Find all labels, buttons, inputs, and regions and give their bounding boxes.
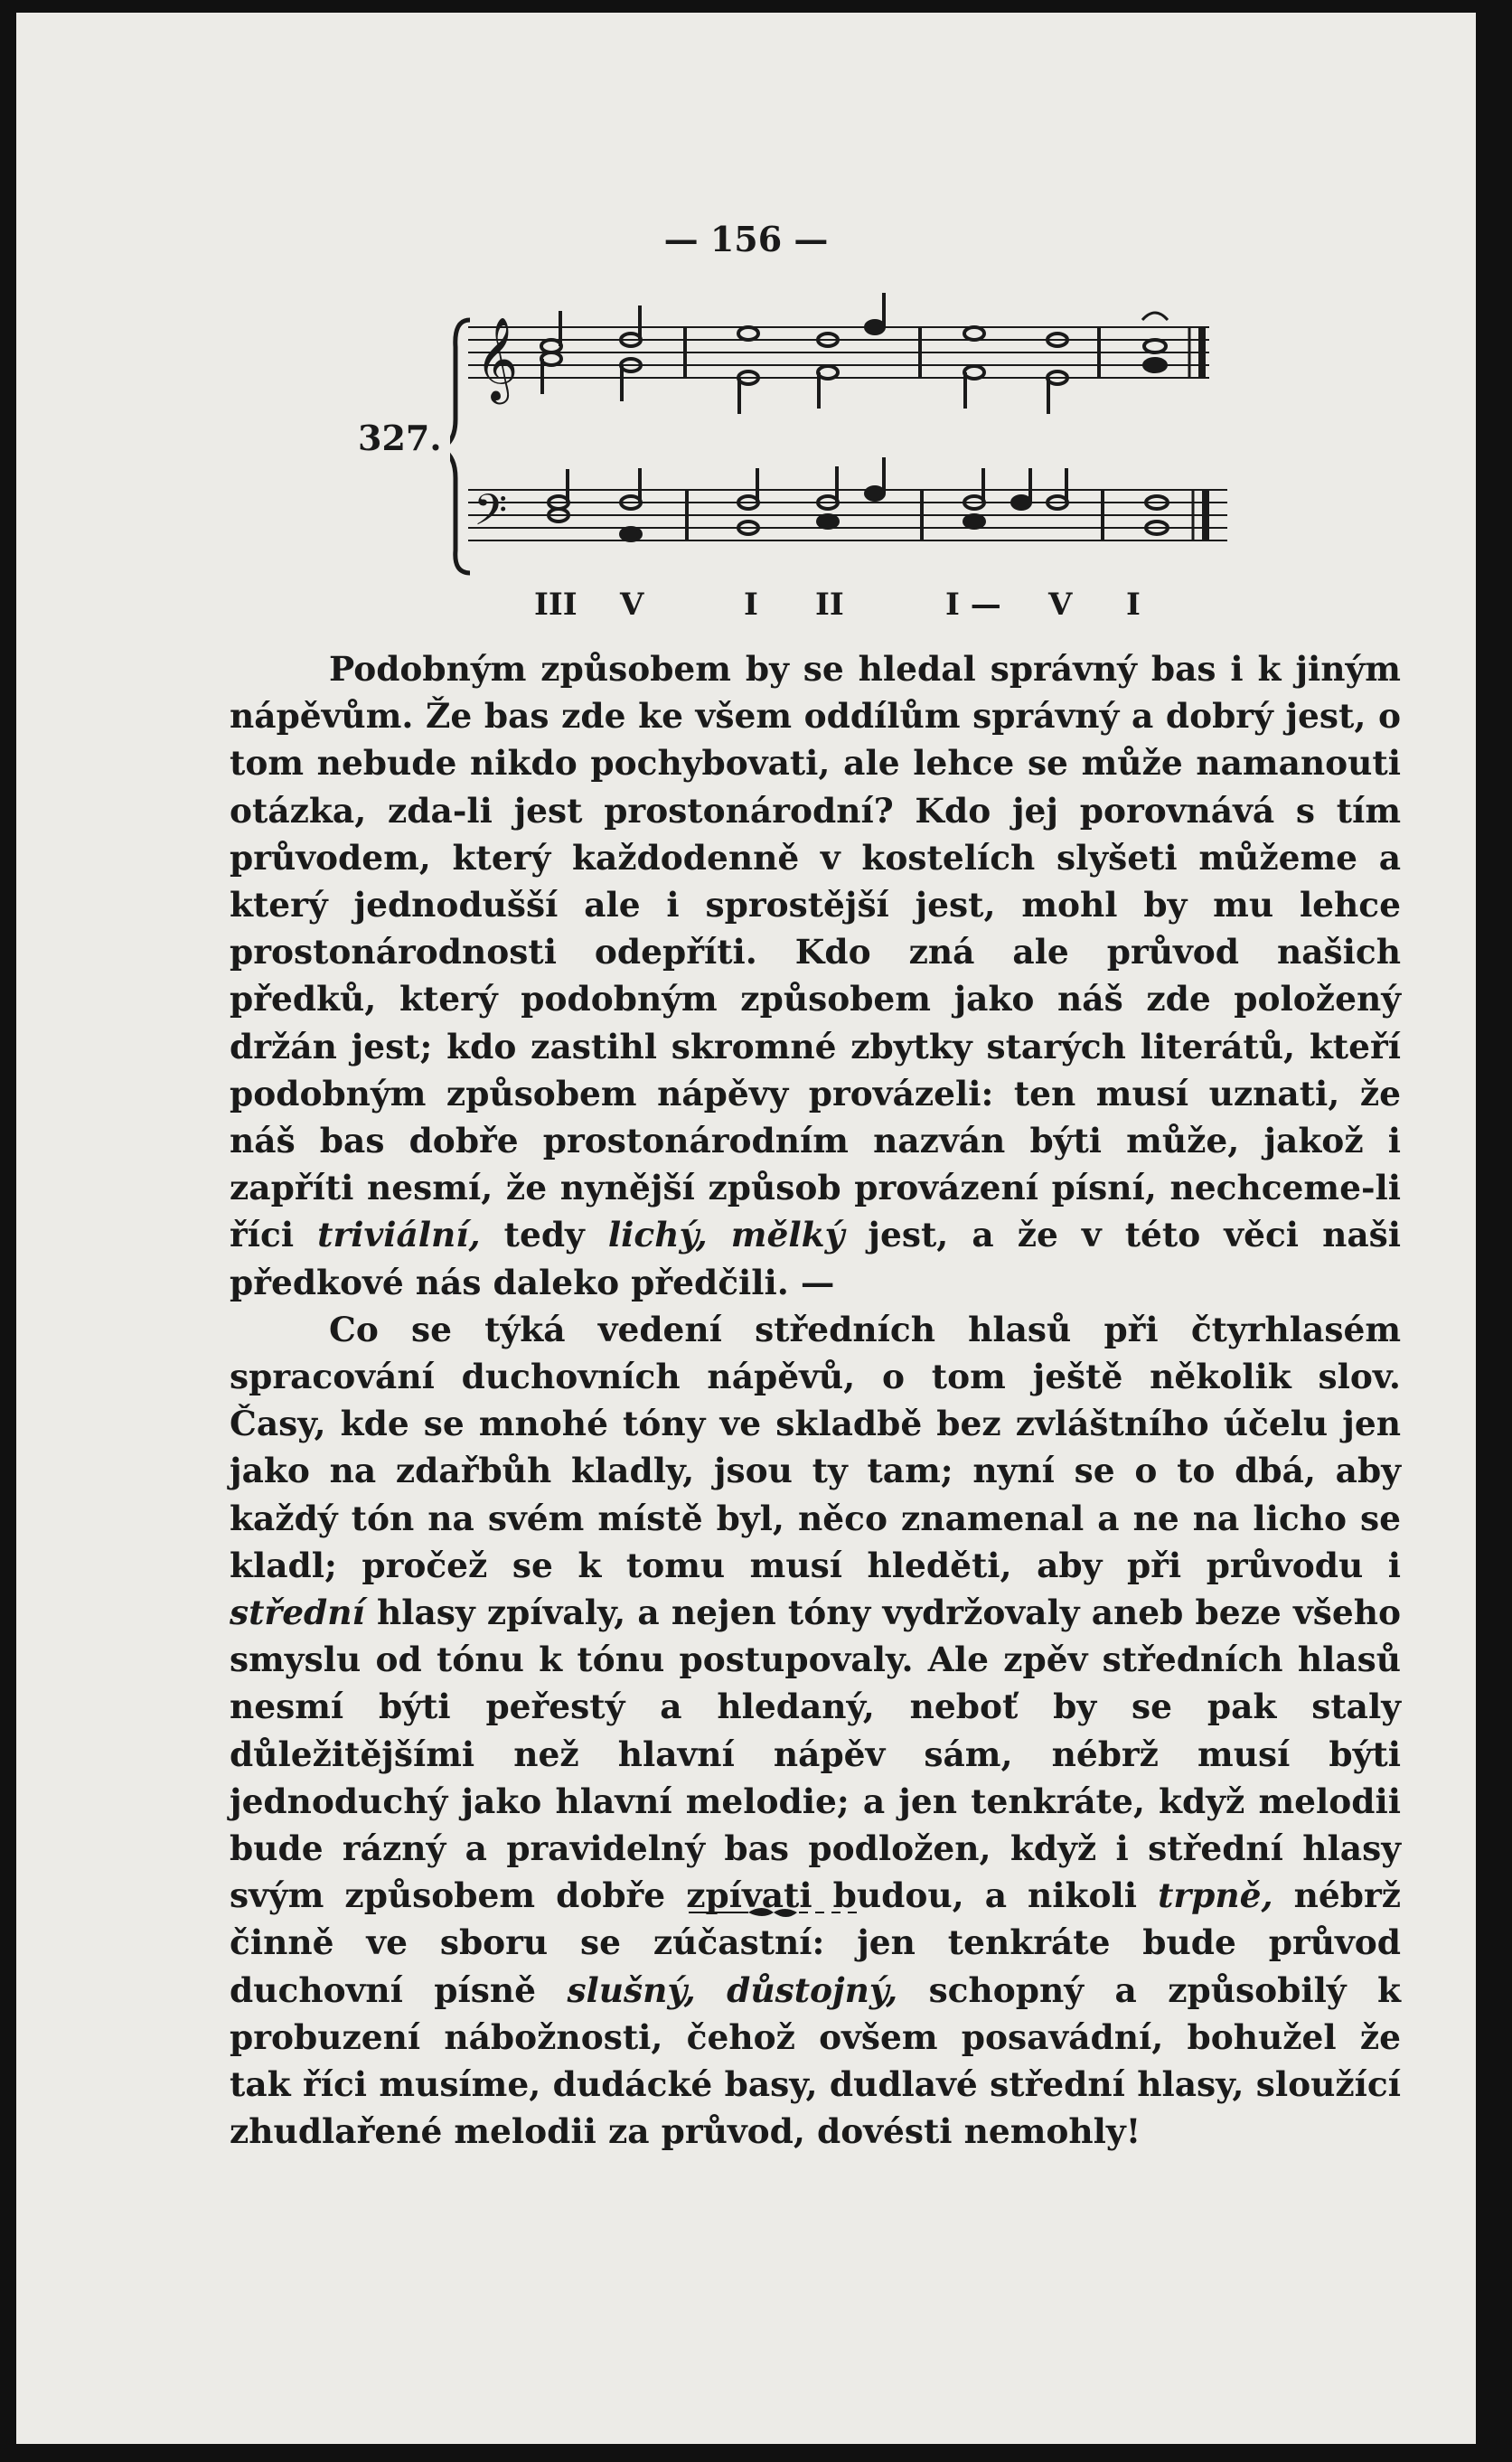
example-number: 327. (358, 418, 442, 458)
text-run: tedy (480, 1215, 608, 1255)
treble-clef: 𝄞 (475, 316, 519, 400)
italic-term: triviální, (317, 1215, 481, 1255)
ornament-divider (685, 1902, 866, 1923)
italic-term: slušný, (567, 1969, 696, 2010)
degree-label: I (744, 587, 758, 623)
italic-term: důstojný, (727, 1969, 898, 2010)
bass-staff (468, 490, 1227, 540)
degree-label: II (815, 587, 844, 623)
body-text (230, 645, 1401, 2156)
harmonic-degrees (16, 587, 1476, 623)
text-run: Co se týká vedení středních hlasů při čtyrhlasém spracování duchovních nápěvů, o tom ještě několik slov. Časy, kde se mnohé tóny ve skladbě bez zvláštního účelu jen jako na zdařbůh kladly, jsou ty tam; nyní se o to dbá, aby každý tón na svém místě byl, něco znamenal a ne na licho se kladl; pročež se k tomu musí hleděti, aby při průvodu i (230, 1309, 1401, 1585)
paragraph (230, 1306, 1401, 2156)
text-run: schopný a způsobilý k probuzení nábožnosti, čehož ovšem posavádní, bohužel že tak říci musíme, dudácké basy, dudlavé střední hlasy, sloužící zhudlařené melodii za průvod, dovésti nemohly! (230, 1969, 1401, 2152)
italic-term: lichý, (607, 1215, 708, 1255)
degree-label: III (534, 587, 578, 623)
text-run: hlasy zpívaly, a nejen tóny vydržovaly aneb beze všeho smyslu od tónu k tónu postupovaly. Ale zpěv středních hlasů nesmí býti peřestý a hledaný, neboť by se pak staly důležitějšími než hlavní nápěv sám, nébrž musí býti jednoduchý jako hlavní melodie; a jen tenkráte, když melodii bude rázný a pravidelný bas podložen, když i střední hlasy svým způsobem dobře zpívati budou, a nikoli (230, 1593, 1401, 1916)
italic-term: střední (230, 1593, 365, 1633)
text-run (708, 1215, 731, 1254)
italic-term: trpně, (1158, 1875, 1273, 1916)
degree-label: V (1048, 587, 1073, 623)
paragraph (230, 645, 1401, 1306)
book-page (16, 13, 1476, 2444)
staff-brace (450, 320, 470, 573)
text-run (696, 1970, 727, 2010)
degree-label: V (620, 587, 644, 623)
text-run: Podobným způsobem by se hledal správný bas i k jiným nápěvům. Že bas zde ke všem oddílům správný a dobrý jest, o tom nebude nikdo pochybovati, ale lehce se může namanouti otázka, zda-li jest prostonárodní? Kdo jej porovnává s tím průvodem, který každodenně v kostelích slyšeti můžeme a který jednodušší ale i sprostější jest, mohl by mu lehce prostonárodnosti odepříti. Kdo zná ale průvod našich předků, který podobným způsobem jako náš zde položený držán jest; kdo zastihl skromné zbytky starých literátů, kteří podobným způsobem nápěvy provázeli: ten musí uznati, že náš bas dobře prostonárodním nazván býti může, jakož i zapříti nesmí, že nynější způsob provázení písní, nechceme-li říci (230, 649, 1401, 1255)
music-score (450, 293, 1254, 582)
degree-label: I — (945, 587, 1001, 623)
text-run: jest, a že v této věci naši předkové nás daleko předčili. — (230, 1215, 1401, 1302)
page-number: — 156 — (663, 219, 829, 259)
text-run: nébrž činně ve sboru se zúčastní: jen tenkráte bude průvod duchovní písně (230, 1875, 1401, 2010)
bass-clef: 𝄢 (474, 484, 508, 546)
degree-label: I (1126, 587, 1141, 623)
italic-term: mělký (730, 1215, 845, 1255)
